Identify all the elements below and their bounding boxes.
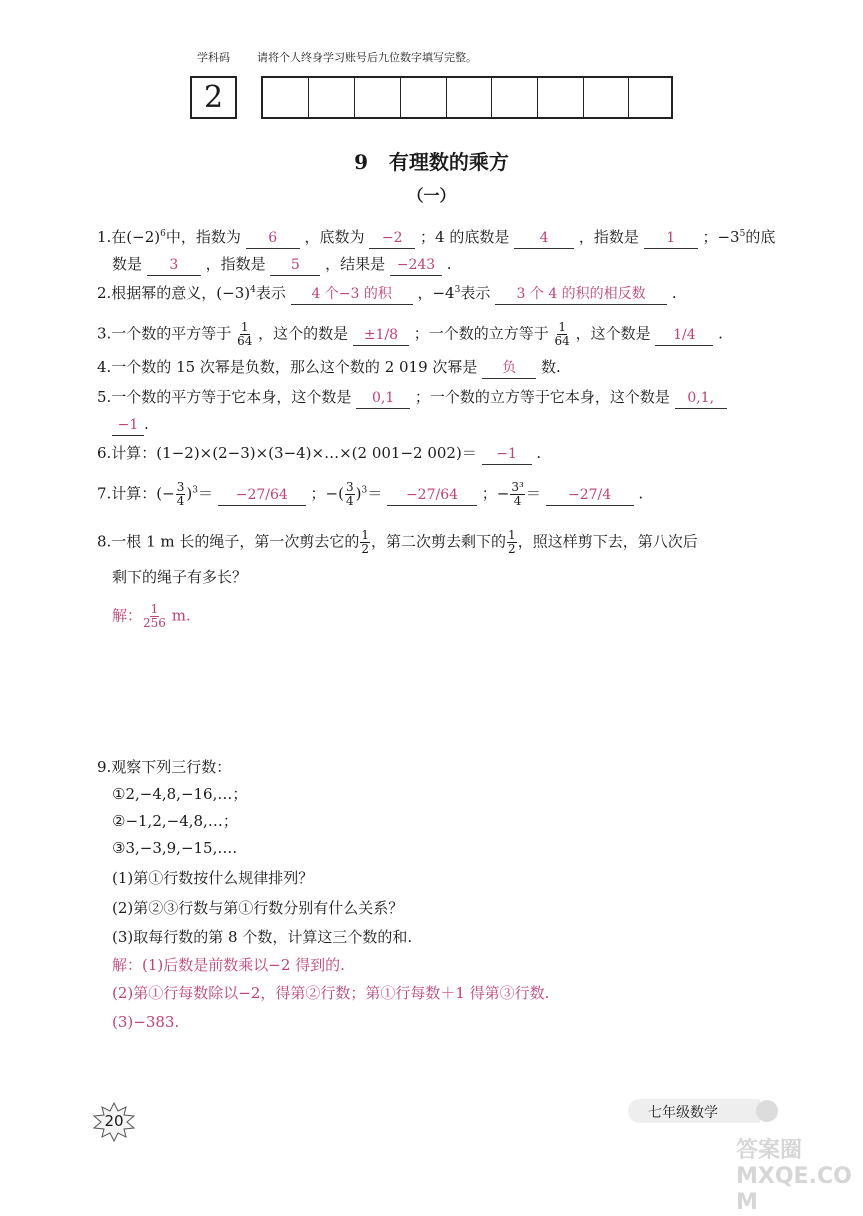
question-9-row-1: ①2,−4,8,−16,…； xyxy=(112,785,248,803)
question-5-line-2: −1 . xyxy=(112,414,149,436)
section-subtitle: （一） xyxy=(407,186,456,205)
answer-blank: 1 xyxy=(644,228,698,249)
account-number-grid[interactable] xyxy=(261,76,673,119)
answer-blank: 负 xyxy=(482,358,536,379)
fraction: $\frac{1}{2}$ xyxy=(361,528,370,556)
answer-blank: 1/4 xyxy=(655,325,713,346)
page-title xyxy=(0,146,863,175)
grid-cell-divider xyxy=(354,78,355,117)
answer-blank: 5 xyxy=(270,255,320,276)
fraction: $\frac{1}{256}$ xyxy=(143,602,166,630)
answer-blank: −243 xyxy=(390,255,442,276)
fraction: $\frac{1}{64}$ xyxy=(237,320,253,348)
subject-code-label: 学科码 xyxy=(197,51,230,64)
question-9-row-3: ③3,−3,9,−15,…. xyxy=(112,839,238,857)
question-8-line-2: 剩下的绳子有多长？ xyxy=(112,568,248,586)
question-9-stem: 9.观察下列三行数： xyxy=(97,758,232,776)
question-3: 3.一个数的平方等于 $\frac{1}{64}$ ，这个的数是 ±1/8 ；一个数的立方等于 $\frac{1}{64}$ ，这个数是 1/4 . xyxy=(97,320,723,348)
grid-cell-divider xyxy=(446,78,447,117)
question-7: 7.计算：(− $\frac{3}{4}$ )$^3$＝ −27/64 ；−( $\frac{3}{4}$ )$^3$＝ −27/64 ；− $\frac{\text{3³}}{4}$ ＝ −27/4 . xyxy=(97,480,644,508)
page-number: 20 xyxy=(104,1112,124,1130)
question-9-answer-1: 解：(1)后数是前数乘以−2 得到的. xyxy=(112,956,345,974)
answer-blank: 3 个 4 的积的相反数 xyxy=(495,284,667,305)
question-9-sub-2: (2)第②③行数与第①行数分别有什么关系？ xyxy=(112,899,404,917)
question-9-answer-2: (2)第①行每数除以−2，得第②行数；第①行每数＋1 得第③行数. xyxy=(112,984,550,1002)
question-2: 2.根据幂的意义，$(-3)^4$表示 4 个−3 的积 ，$-4^3$表示 3 个 4 的积的相反数 . xyxy=(97,283,677,305)
question-9-sub-3: (3)取每行数的第 8 个数，计算这三个数的和. xyxy=(112,928,413,946)
question-5-line-1: 5.一个数的平方等于它本身，这个数是 0,1 ；一个数的立方等于它本身，这个数是 0,1, xyxy=(97,387,727,409)
subject-code-box xyxy=(190,76,237,119)
answer-blank: −2 xyxy=(369,228,415,249)
question-9-answer-3: (3)−383. xyxy=(112,1013,180,1031)
grid-cell-divider xyxy=(583,78,584,117)
fraction: $\frac{1}{2}$ xyxy=(508,528,516,556)
gear-icon xyxy=(756,1100,778,1122)
question-9-sub-1: (1)第①行数按什么规律排列？ xyxy=(112,869,314,887)
question-4: 4.一个数的 15 次幂是负数，那么这个数的 2 019 次幂是 负 数. xyxy=(97,357,561,379)
fraction: $\frac{\text{3³}}{4}$ xyxy=(511,480,524,508)
answer-blank: −1 xyxy=(112,415,144,436)
question-9-row-2: ②−1,2,−4,8,…； xyxy=(112,812,238,830)
answer-blank: −1 xyxy=(482,444,532,465)
question-1-line-1: 1.在$(-2)^6$中，指数为 6 ，底数为 −2 ；4 的底数是 4 ，指数是 1 ；$-3^5$的底 xyxy=(97,227,775,249)
answer-blank: −27/4 xyxy=(546,485,634,506)
fraction: $\frac{1}{64}$ xyxy=(554,320,570,348)
question-1-line-2: 数是 3 ，指数是 5 ，结果是 −243 . xyxy=(112,254,452,276)
grid-cell-divider xyxy=(537,78,538,117)
grid-cell-divider xyxy=(308,78,309,117)
page-number-badge xyxy=(92,1102,136,1142)
fraction: $\frac{3}{4}$ xyxy=(176,480,185,508)
account-instruction: 请将个人终身学习账号后九位数字填写完整。 xyxy=(257,51,477,64)
question-8-answer: 解： $\frac{1}{256}$ m. xyxy=(112,602,191,630)
grade-label: 七年级数学 xyxy=(648,1105,718,1121)
answer-blank: 0,1, xyxy=(675,388,727,409)
answer-blank: 6 xyxy=(246,228,300,249)
grid-cell-divider xyxy=(628,78,629,117)
grid-cell-divider xyxy=(491,78,492,117)
section-title: 有理数的乘方 xyxy=(388,150,509,174)
section-number: 9 xyxy=(354,150,369,174)
grade-label-bar xyxy=(628,1099,760,1123)
answer-blank: −27/64 xyxy=(218,485,306,506)
subject-code-value: 2 xyxy=(203,80,224,115)
question-8-line-1: 8.一根 1 m 长的绳子，第一次剪去它的 $\frac{1}{2}$ ，第二次剪去剩下的 $\frac{1}{2}$ ，照这样剪下去，第八次后 xyxy=(97,528,698,556)
grid-cell-divider xyxy=(400,78,401,117)
answer-blank: 3 xyxy=(147,255,201,276)
answer-blank: 4 个−3 的积 xyxy=(291,284,413,305)
watermark: 答案圈 MXQE.COM xyxy=(736,1138,852,1215)
fraction: $\frac{3}{4}$ xyxy=(345,480,354,508)
answer-blank: 4 xyxy=(514,228,574,249)
answer-blank: 0,1 xyxy=(356,388,410,409)
answer-blank: ±1/8 xyxy=(353,325,409,346)
answer-blank: −27/64 xyxy=(387,485,477,506)
question-6: 6.计算：(1−2)×(2−3)×(3−4)×…×(2 001−2 002)＝ −1 . xyxy=(97,443,541,465)
